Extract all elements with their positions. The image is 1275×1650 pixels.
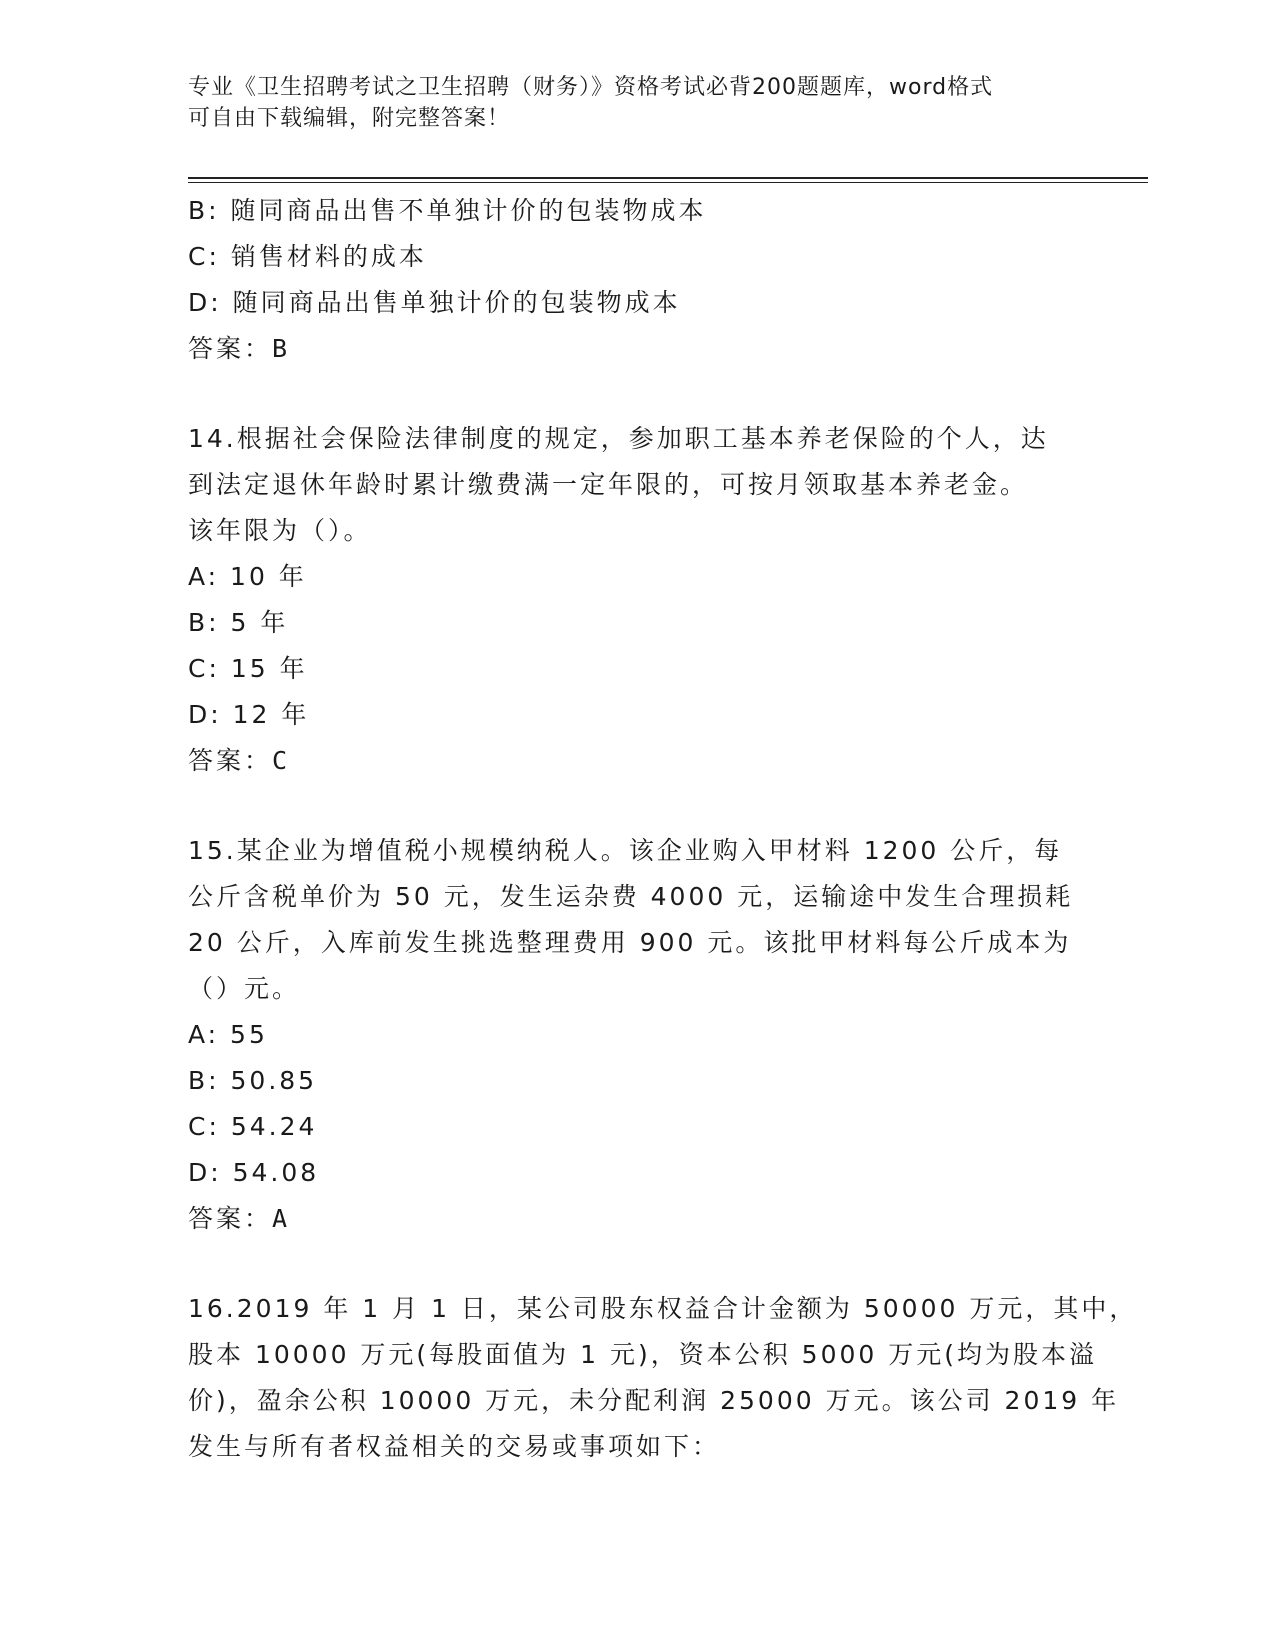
document-header xyxy=(188,72,1088,134)
question-stem-line: 15.某企业为增值税小规模纳税人。该企业购入甲材料 1200 公斤，每 xyxy=(188,836,1063,865)
answer-line xyxy=(188,326,1088,372)
prev-question-block xyxy=(188,188,1088,372)
question-stem-line: 股本 10000 万元(每股面值为 1 元)，资本公积 5000 万元(均为股本溢 xyxy=(188,1340,1098,1369)
question-stem-line: 20 公斤，入库前发生挑选整理费用 900 元。该批甲材料每公斤成本为 xyxy=(188,928,1072,957)
option-d: D: 54.08 xyxy=(188,1158,320,1187)
question-stem-line: 公斤含税单价为 50 元，发生运杂费 4000 元，运输途中发生合理损耗 xyxy=(188,882,1074,911)
answer-value: B xyxy=(272,334,291,363)
option-c: C: 54.24 xyxy=(188,1112,318,1141)
answer-label: 答案： xyxy=(188,746,273,775)
question-stem-line: 该年限为（）。 xyxy=(188,516,372,545)
option-d: D: 随同商品出售单独计价的包装物成本 xyxy=(188,288,681,317)
option-c: C: 销售材料的成本 xyxy=(188,242,427,271)
answer-value: A xyxy=(272,1204,291,1233)
header-rule-thin xyxy=(188,182,1148,183)
answer-line xyxy=(188,1196,1088,1242)
document-body xyxy=(188,188,1138,1470)
question-stem-line: 16.2019 年 1 月 1 日，某公司股东权益合计金额为 50000 万元，其中， xyxy=(188,1294,1138,1323)
answer-line xyxy=(188,738,1088,784)
answer-label: 答案： xyxy=(188,334,273,363)
header-rule-thick xyxy=(188,177,1148,179)
option-c: C: 15 年 xyxy=(188,654,308,683)
spacer xyxy=(188,784,1088,828)
question-16 xyxy=(188,1286,1138,1470)
question-stem-line: 价)，盈余公积 10000 万元，未分配利润 25000 万元。该公司 2019 年 xyxy=(188,1386,1120,1415)
question-stem-line: （）元。 xyxy=(188,974,301,1003)
spacer xyxy=(188,1242,1088,1286)
option-d: D: 12 年 xyxy=(188,700,310,729)
question-stem-line: 发生与所有者权益相关的交易或事项如下： xyxy=(188,1432,721,1461)
answer-label: 答案： xyxy=(188,1204,273,1233)
option-a: A: 55 xyxy=(188,1020,268,1049)
option-b: B: 随同商品出售不单独计价的包装物成本 xyxy=(188,196,707,225)
question-stem-line: 到法定退休年龄时累计缴费满一定年限的，可按月领取基本养老金。 xyxy=(188,470,1029,499)
question-15 xyxy=(188,828,1088,1242)
option-b: B: 5 年 xyxy=(188,608,289,637)
spacer xyxy=(188,372,1088,416)
header-line-1: 专业《卫生招聘考试之卫生招聘（财务）》资格考试必背200题题库，word格式 xyxy=(188,75,994,100)
option-a: A: 10 年 xyxy=(188,562,307,591)
question-stem-line: 14.根据社会保险法律制度的规定，参加职工基本养老保险的个人，达 xyxy=(188,424,1049,453)
answer-value: C xyxy=(272,746,291,775)
question-14 xyxy=(188,416,1088,784)
option-b: B: 50.85 xyxy=(188,1066,318,1095)
header-line-2: 可自由下载编辑，附完整答案！ xyxy=(188,106,511,131)
